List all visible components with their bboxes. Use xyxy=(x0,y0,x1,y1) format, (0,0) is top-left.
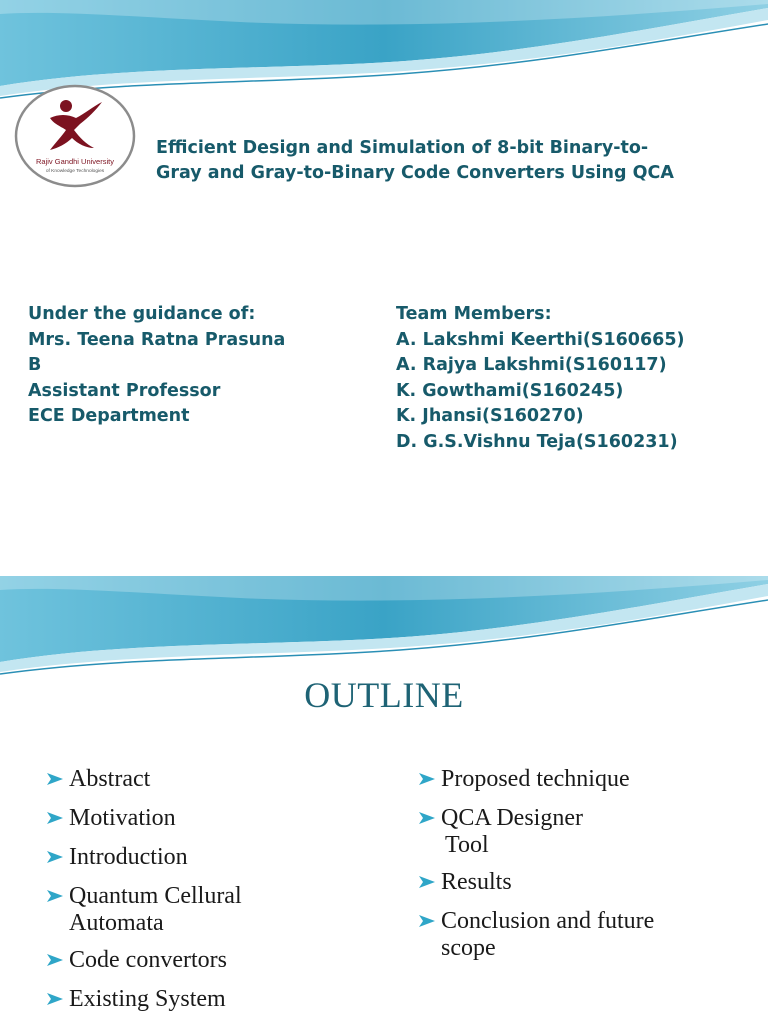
logo-text-line1: Rajiv Gandhi University xyxy=(36,157,114,166)
outline-item xyxy=(418,762,758,796)
presentation-title xyxy=(156,136,768,186)
outline-heading: OUTLINE xyxy=(304,675,464,715)
logo-text-line2: of Knowledge Technologies xyxy=(45,169,105,174)
outline-item-label: Results xyxy=(441,869,512,895)
header-wave-decoration xyxy=(0,576,768,686)
outline-item xyxy=(46,801,376,835)
outline-list-right xyxy=(418,762,758,968)
outline-item xyxy=(418,801,758,860)
university-logo-icon xyxy=(14,84,136,188)
outline-list-left xyxy=(46,762,376,1021)
guide-department: ECE Department xyxy=(28,406,190,426)
outline-item-label: Existing System xyxy=(69,986,226,1012)
outline-item xyxy=(46,982,376,1016)
guide-name-line2: B xyxy=(28,355,42,375)
outline-item-label: Quantum Cellural xyxy=(69,883,242,909)
guide-designation: Assistant Professor xyxy=(28,380,221,401)
outline-item-label: Abstract xyxy=(69,766,151,792)
team-members-block xyxy=(396,302,685,455)
outline-slide xyxy=(0,576,768,1024)
arrow-bullet-icon xyxy=(46,953,64,967)
arrow-bullet-icon xyxy=(46,811,64,825)
outline-item-label-cont: Automata xyxy=(69,910,164,936)
outline-item xyxy=(46,762,376,796)
team-member: A. Rajya Lakshmi(S160117) xyxy=(396,355,667,375)
guidance-heading: Under the guidance of: xyxy=(28,304,256,324)
arrow-bullet-icon xyxy=(46,772,64,786)
outline-item-label: QCA Designer xyxy=(441,805,583,831)
team-member: A. Lakshmi Keerthi(S160665) xyxy=(396,329,685,350)
outline-item-label: Proposed technique xyxy=(441,766,630,792)
arrow-bullet-icon xyxy=(418,772,436,786)
outline-item-label: Conclusion and future xyxy=(441,908,655,934)
outline-item xyxy=(46,943,376,977)
arrow-bullet-icon xyxy=(46,850,64,864)
arrow-bullet-icon xyxy=(46,889,64,903)
outline-item-label: Introduction xyxy=(69,844,188,870)
guide-name-line1: Mrs. Teena Ratna Prasuna xyxy=(28,329,286,350)
arrow-bullet-icon xyxy=(418,875,436,889)
team-heading: Team Members: xyxy=(396,304,552,324)
arrow-bullet-icon xyxy=(418,811,436,825)
guidance-block xyxy=(28,302,285,430)
outline-item xyxy=(418,904,758,963)
outline-item xyxy=(418,865,758,899)
outline-item-label-cont: scope xyxy=(441,935,496,961)
team-member: K. Jhansi(S160270) xyxy=(396,406,584,426)
outline-item-label: Motivation xyxy=(69,805,176,831)
title-line-1: Efficient Design and Simulation of 8-bit Binary-to- xyxy=(156,138,649,158)
arrow-bullet-icon xyxy=(46,992,64,1006)
outline-item xyxy=(46,879,376,938)
arrow-bullet-icon xyxy=(418,914,436,928)
title-line-2: Gray and Gray-to-Binary Code Converters Using QCA xyxy=(156,163,674,183)
outline-item-label: Code convertors xyxy=(69,947,227,973)
team-member: K. Gowthami(S160245) xyxy=(396,380,624,401)
outline-item-label-cont: Tool xyxy=(445,832,489,858)
outline-item xyxy=(46,840,376,874)
team-member: D. G.S.Vishnu Teja(S160231) xyxy=(396,431,678,452)
